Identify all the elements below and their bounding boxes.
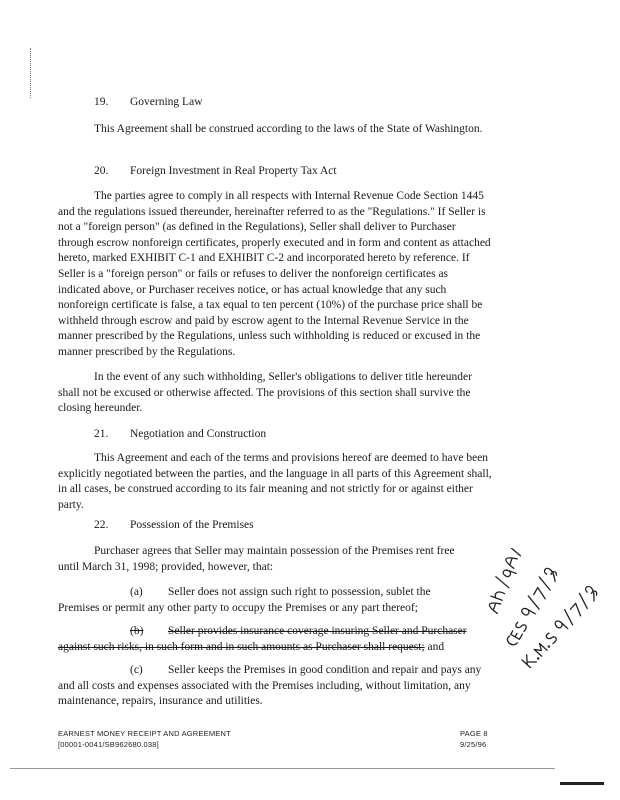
section-number: 21. — [94, 428, 109, 440]
footer-page-number: PAGE 8 — [460, 729, 488, 738]
section-title: Negotiation and Construction — [130, 428, 267, 440]
footer-document-title: EARNEST MONEY RECEIPT AND AGREEMENT — [58, 729, 231, 738]
section-22-heading — [94, 519, 254, 531]
section-20-paragraph-2: In the event of any such withholding, Seller's obligations to deliver title hereunder shall not be excused or otherwise affected. The provisions of this section shall survive the closing hereunder. — [58, 371, 472, 415]
section-title: Foreign Investment in Real Property Tax Act — [130, 165, 337, 177]
section-20-paragraph-1: The parties agree to comply in all respects with Internal Revenue Code Section 1445 and the regulations issued thereunder, hereinafter referred to as the "Regulations." If Seller is not a "foreign person" (as defined in the Regulations), Seller shall deliver to Purchaser through escrow nonforeign certificates, properly executed and in form and content as attached hereto, marked EXHIBIT C-1 and EXHIBIT C-2 and incorporated hereto by reference. If Seller is a "foreign person" or fails or refuses to deliver the nonforeign certificates as indicated above, or Purchaser receives notice, or has actual knowledge that any such nonforeign certificate is false, a tax equal to ten percent (10%) of the purchase price shall be withheld through escrow and paid by escrow agent to the Internal Revenue Service in the manner prescribed by the Regulations, unless such withholding is reduced or excused in the manner prescribed by the Regulations. — [58, 190, 491, 358]
bottom-scan-line — [10, 768, 555, 769]
section-number: 19. — [94, 96, 109, 108]
section-19-heading — [94, 96, 203, 108]
clause-label: (c) — [130, 664, 143, 676]
scan-margin-marks — [30, 48, 33, 98]
clause-label: (b) — [130, 625, 144, 637]
clause-b — [58, 624, 498, 655]
section-19-body: This Agreement shall be construed according to the laws of the State of Washington. — [94, 123, 483, 135]
section-22-intro: Purchaser agrees that Seller may maintain possession of the Premises rent free until March 31, 1998; provided, however, that: — [58, 545, 455, 573]
bottom-scan-mark — [560, 782, 604, 785]
clause-text-struck: Seller provides insurance coverage insuring Seller and Purchaser against such risks, in such form and in such amounts as Purchaser shall request; — [58, 625, 467, 653]
footer-document-id: [00001-0041/SB962680.038] — [58, 740, 159, 749]
section-title: Governing Law — [130, 96, 203, 108]
section-21-heading — [94, 428, 266, 440]
clause-c — [58, 663, 498, 710]
clause-label: (a) — [130, 586, 143, 598]
footer-date: 9/25/96 — [460, 740, 487, 749]
clause-a — [58, 585, 458, 616]
section-number: 22. — [94, 519, 109, 531]
section-21-body: This Agreement and each of the terms and provisions hereof are deemed to have been explicitly negotiated between the parties, and the language in all parts of this Agreement shall, in all cases, be construed according to its fair meaning and not strictly for or against either party. — [58, 452, 492, 511]
section-number: 20. — [94, 165, 109, 177]
handwritten-initials — [470, 548, 620, 668]
clause-text: Seller does not assign such right to possession, sublet the Premises or permit any other party to occupy the Premises or any part thereof; — [58, 586, 431, 614]
section-title: Possession of the Premises — [130, 519, 254, 531]
clause-text: Seller keeps the Premises in good condition and repair and pays any and all costs and expenses associated with the Premises including, without limitation, any maintenance, repairs, insurance and utilities. — [58, 664, 482, 708]
clause-text-tail: and — [424, 640, 445, 653]
section-20-heading — [94, 165, 337, 177]
